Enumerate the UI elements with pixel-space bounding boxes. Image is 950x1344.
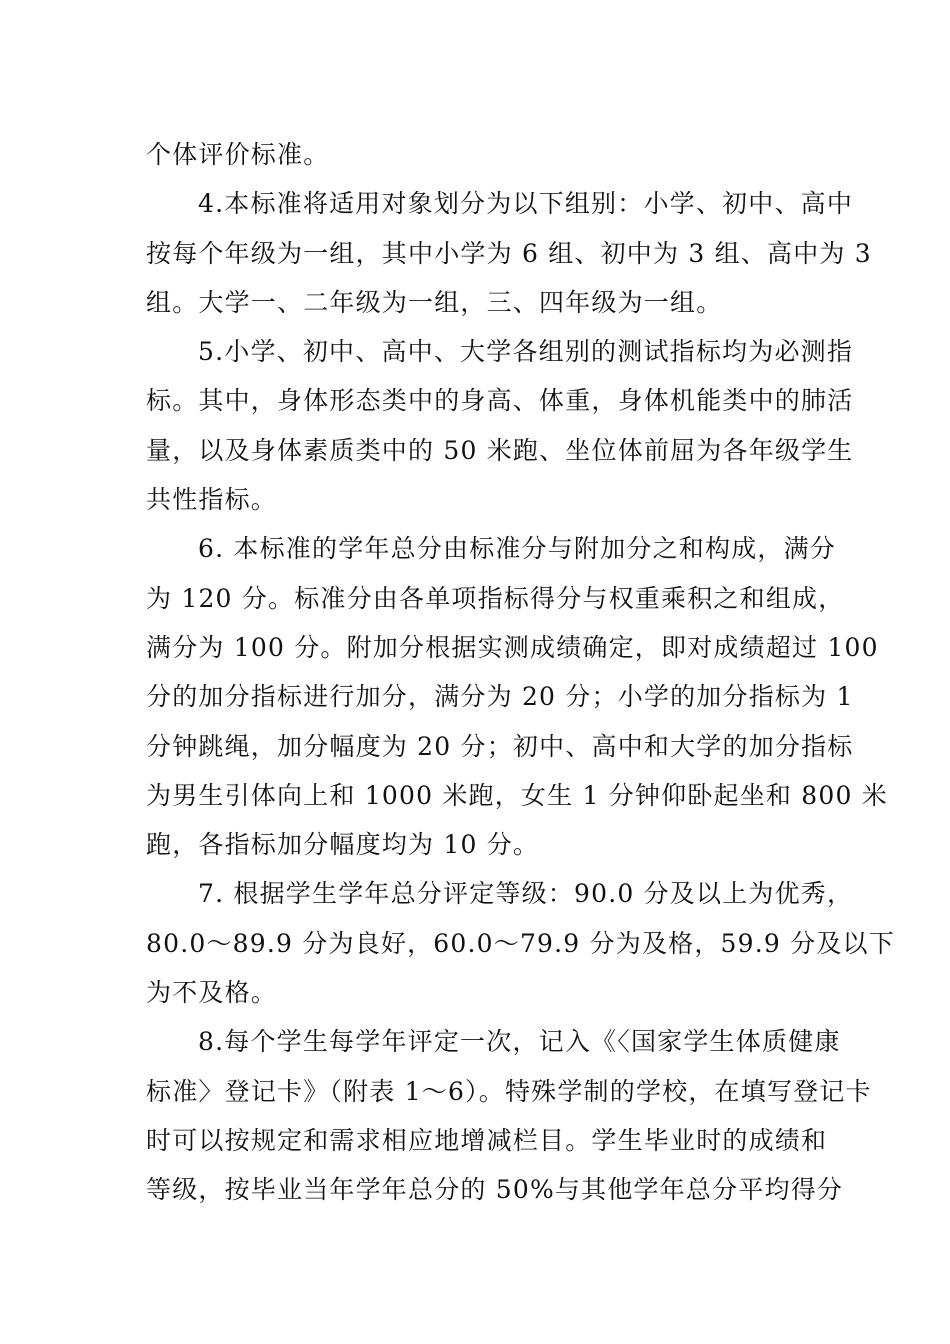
- text-line: 共性指标。: [146, 485, 278, 515]
- text-line: 为 120 分。标准分由各单项指标得分与权重乘积之和组成，: [146, 583, 845, 613]
- text-line: 80.0～89.9 分为良好，60.0～79.9 分为及格，59.9 分及以下: [146, 928, 895, 958]
- text-line: 标准〉登记卡》（附表 1～6）。特殊学制的学校，在填写登记卡: [146, 1076, 872, 1106]
- text-line: 量，以及身体素质类中的 50 米跑、坐位体前屈为各年级学生: [146, 435, 854, 465]
- text-line: 按每个年级为一组，其中小学为 6 组、初中为 3 组、高中为 3: [146, 238, 872, 268]
- text-line: 为男生引体向上和 1000 米跑，女生 1 分钟仰卧起坐和 800 米: [146, 780, 888, 810]
- text-line: 为不及格。: [146, 978, 278, 1008]
- text-line: 跑，各指标加分幅度均为 10 分。: [146, 830, 540, 860]
- text-line: 时可以按规定和需求相应地增减栏目。学生毕业时的成绩和: [146, 1125, 828, 1155]
- text-line: 5.小学、初中、高中、大学各组别的测试指标均为必测指: [198, 337, 854, 367]
- text-line: 组。大学一、二年级为一组，三、四年级为一组。: [146, 287, 723, 317]
- text-line: 分的加分指标进行加分，满分为 20 分；小学的加分指标为 1: [146, 682, 854, 712]
- text-line: 7. 根据学生学年总分评定等级：90.0 分及以上为优秀，: [198, 879, 854, 909]
- text-line: 等级，按毕业当年学年总分的 50%与其他学年总分平均得分: [146, 1175, 844, 1205]
- text-line: 满分为 100 分。附加分根据实测成绩确定，即对成绩超过 100: [146, 632, 879, 662]
- text-line: 8.每个学生每学年评定一次，记入《〈国家学生体质健康: [198, 1027, 841, 1057]
- text-line: 4.本标准将适用对象划分为以下组别：小学、初中、高中: [198, 189, 854, 219]
- document-body: [146, 130, 895, 1215]
- text-line: 个体评价标准。: [146, 140, 330, 169]
- text-line: 分钟跳绳，加分幅度为 20 分；初中、高中和大学的加分指标: [146, 731, 854, 761]
- text-line: 6. 本标准的学年总分由标准分与附加分之和构成，满分: [198, 534, 837, 564]
- text-line: 标。其中，身体形态类中的身高、体重，身体机能类中的肺活: [146, 386, 854, 416]
